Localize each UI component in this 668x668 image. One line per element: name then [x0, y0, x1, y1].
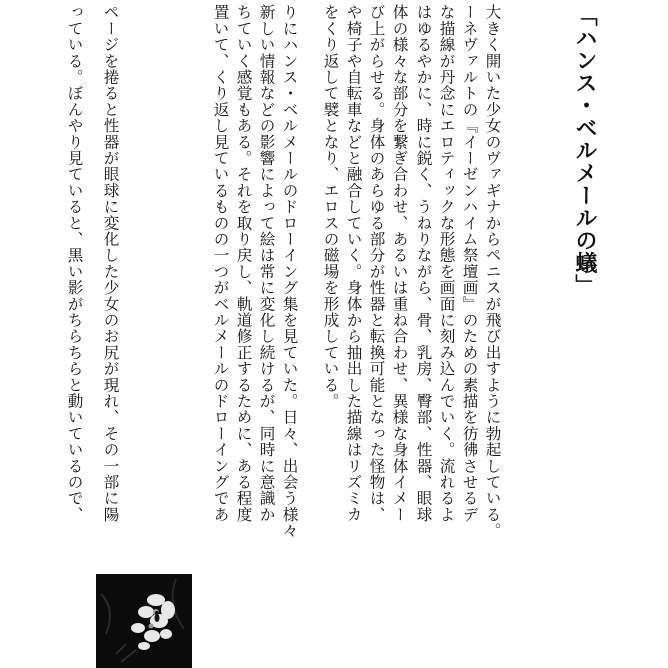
body-line-8: をくり返して襞となり、エロスの磁場を形成している。: [321, 4, 340, 409]
ant-on-flower-photo: [96, 574, 192, 668]
body-line-7: や椅子や自転車などと融合していく。身体から抽出した描線はリズミカ: [344, 4, 363, 523]
body-line-4: はゆるやかに、時に鋭く、うねりながら、骨、乳房、臀部、性器、眼球: [414, 4, 433, 523]
body-line-5: 体の様々な部分を繋ぎ合わせ、あるいは重ね合わせ、異様な身体イメー: [390, 4, 409, 523]
body-line-10: 新しい情報などの影響によって絵は常に変化し続けるが、同時に意識か: [257, 4, 276, 523]
body-line-2: ーネヴァルトの『イーゼンハイム祭壇画』のための素描を彷彿させるデ: [460, 4, 479, 523]
body-line-3: な描線が丹念にエロティックな形態を画面に刻み込んでいく。流れるよ: [437, 4, 456, 523]
body-line-9: りにハンス・ベルメールのドローイング集を見ていた。日々、出会う様々: [280, 4, 299, 539]
body-line-12: 置いて、くり返し見ているものの一つがベルメールのドローイングであ: [211, 4, 230, 523]
body-line-11: ちていく感覚もある。それを取り戻し、軌道修正するために、ある程度: [234, 4, 253, 523]
body-line-1: 大きく開いた少女のヴァギナからペニスが飛び出すように勃起している。: [483, 4, 502, 539]
body-line-13: ページを捲ると性器が眼球に変化した少女のお尻が現れ、その一部に陽: [101, 4, 120, 523]
page-title: 「ハンス・ベルメールの蟻」: [572, 4, 598, 297]
body-line-14: っている。ぼんやり見ていると、黒い影がちらちらと動いているので、: [65, 4, 84, 523]
body-line-6: び上がらせる。身体のあらゆる部分が性器と転換可能となった怪物は、: [367, 4, 386, 523]
